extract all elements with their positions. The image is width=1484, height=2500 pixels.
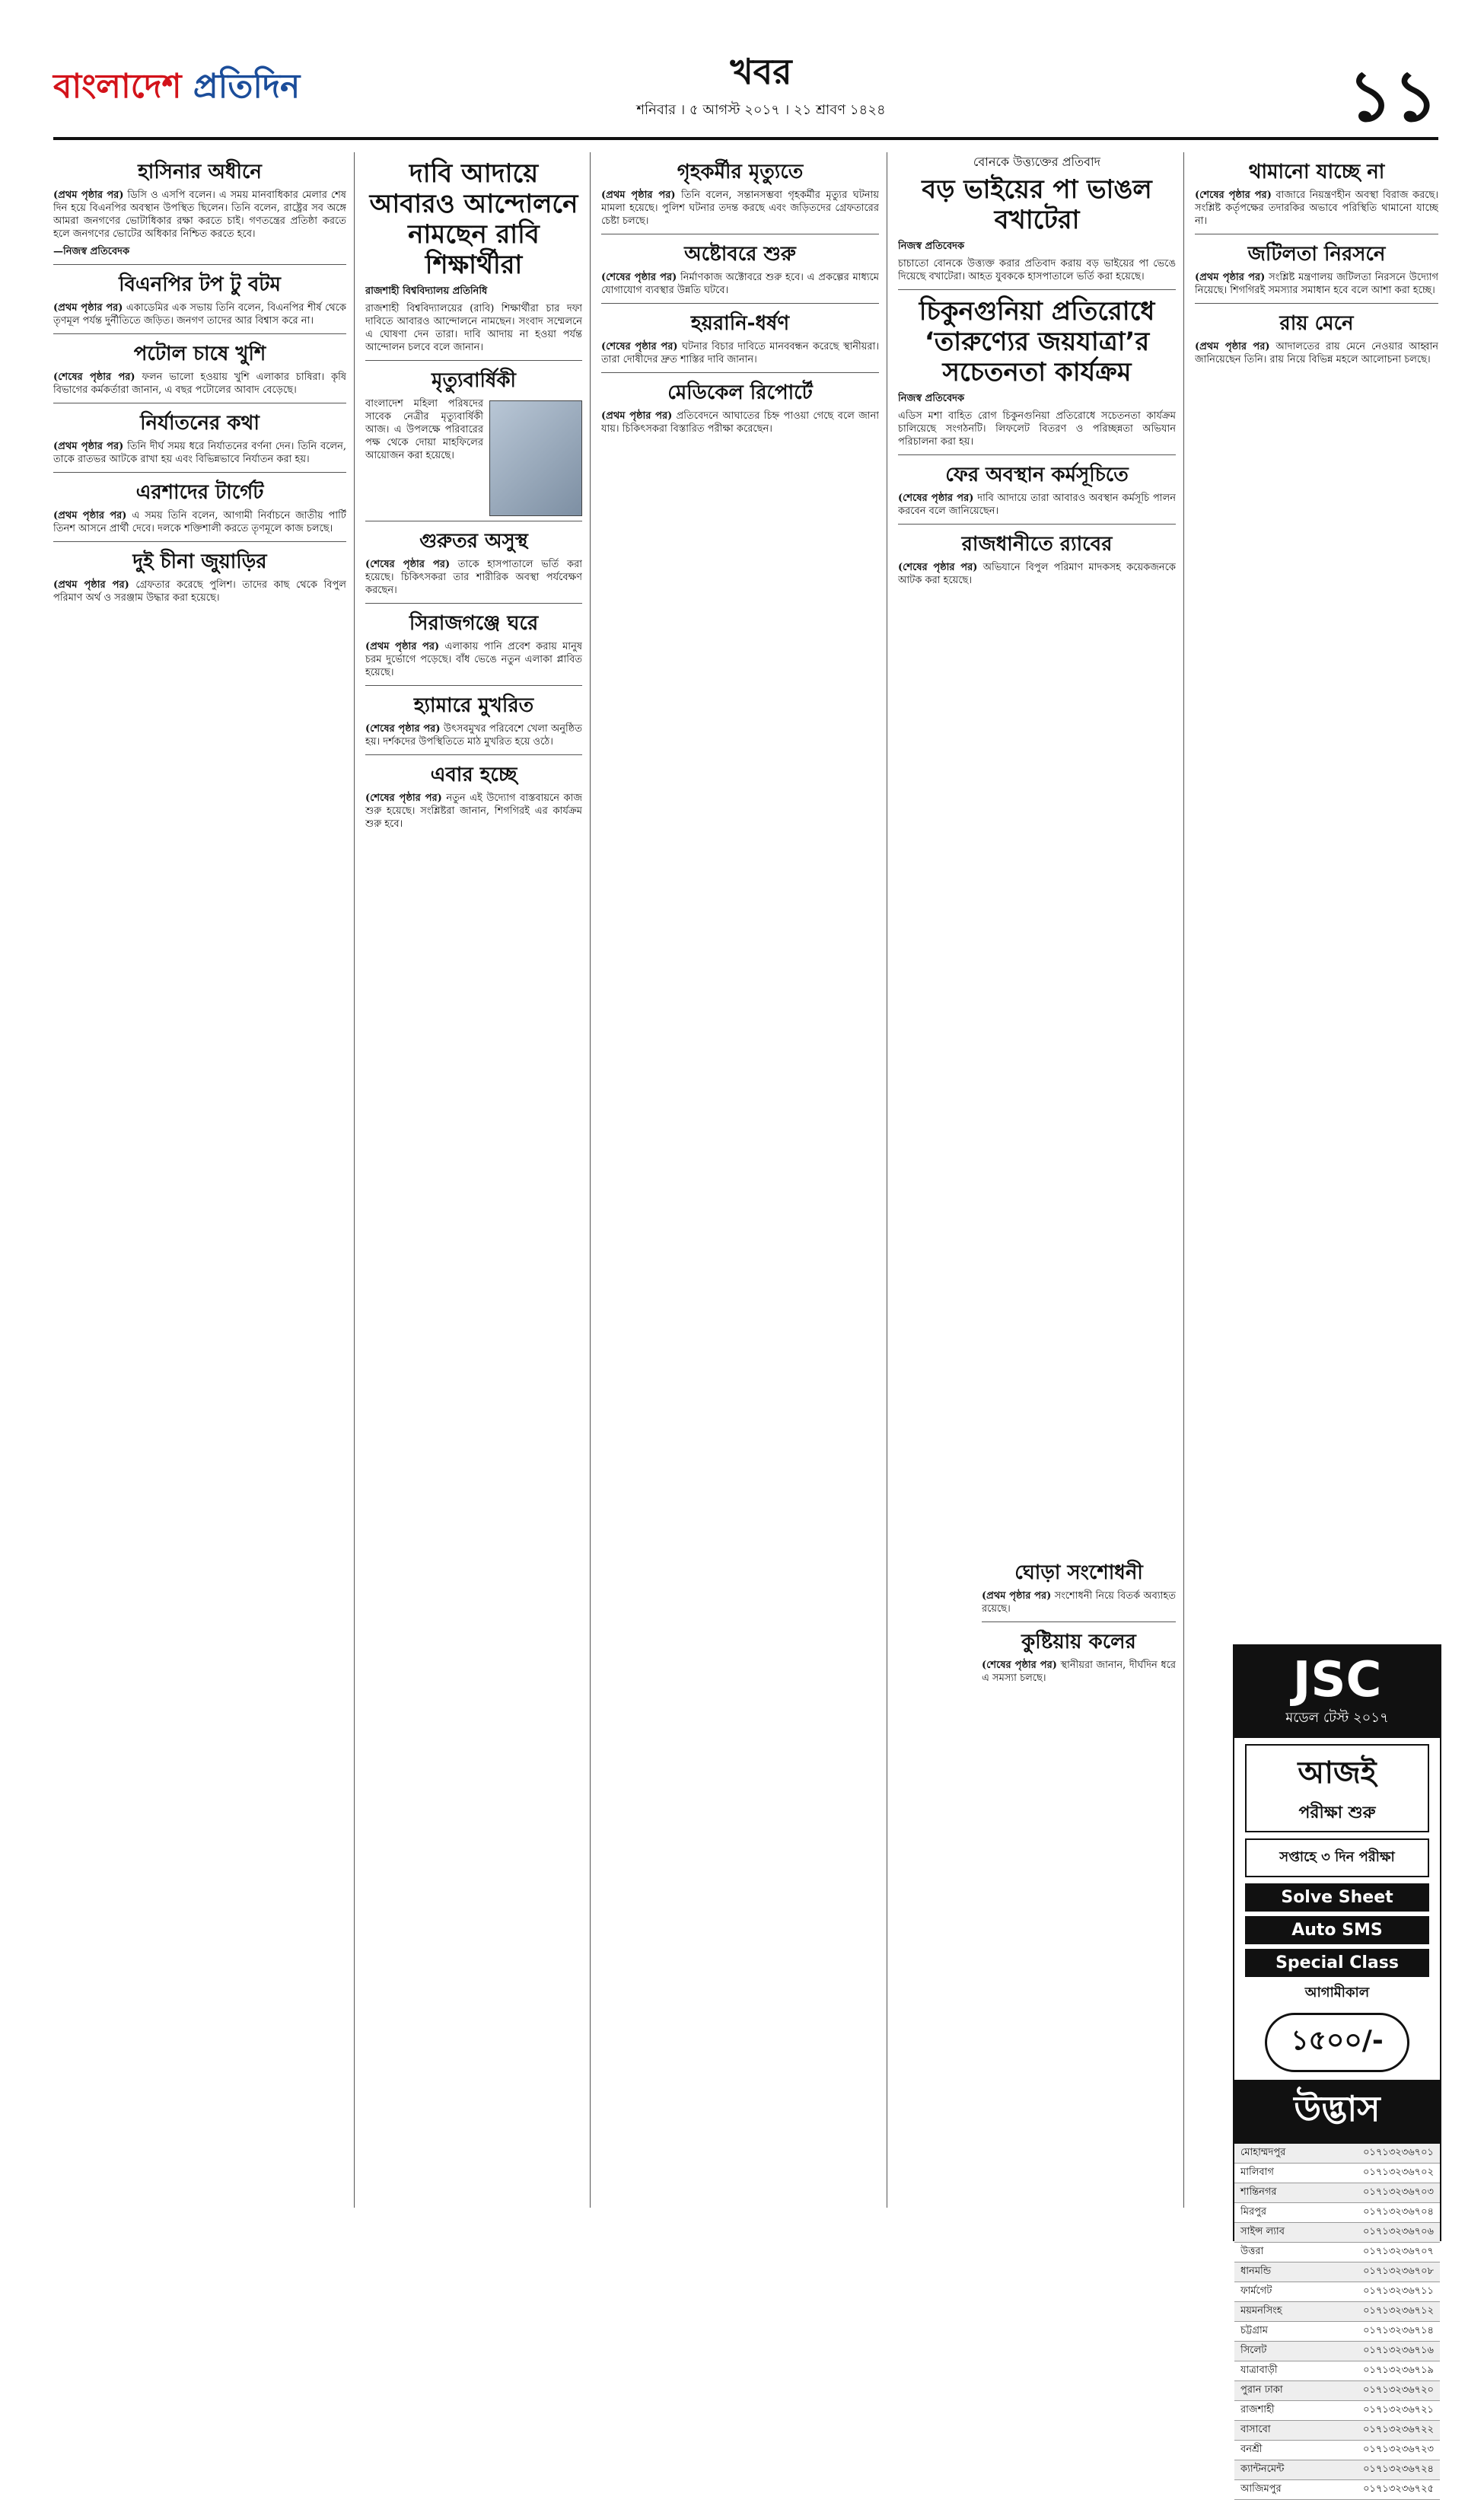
- article-ershad: [53, 480, 346, 535]
- headline[interactable]: এরশাদের টার্গেট: [135, 481, 264, 504]
- ad-branch-row: [1234, 2480, 1440, 2500]
- branch-phone: ০১৭১৩২৩৬৭০৬: [1363, 2226, 1434, 2237]
- logo-part-1: বাংলাদেশ: [53, 67, 193, 106]
- article-body: চাচাতো বোনকে উত্ত্যক্ত করার প্রতিবাদ করায় বড় ভাইয়ের পা ভেঙে দিয়েছে বখাটেরা। আহত যুবককে হাসপাতালে ভর্তি করা হয়েছে।: [898, 258, 1176, 282]
- branch-name: সিলেট: [1240, 2345, 1267, 2356]
- headline[interactable]: বড় ভাইয়ের পা ভাঙল বখাটেরা: [922, 174, 1152, 235]
- branch-name: ময়মনসিংহ: [1240, 2305, 1282, 2317]
- continuation-tag: (প্রথম পৃষ্ঠার পর): [365, 641, 440, 652]
- column-3: [601, 152, 879, 2223]
- article-body: ঘটনার বিচার দাবিতে মানববন্ধন করেছে স্থানীয়রা। তারা দোষীদের দ্রুত শাস্তির দাবি জানান।: [601, 341, 879, 365]
- branch-phone: ০১৭১৩২৩৬৭১২: [1363, 2305, 1434, 2317]
- article-complexity: [1195, 242, 1438, 297]
- ad-branch-row: [1234, 2302, 1440, 2322]
- article-body: উৎসবমুখর পরিবেশে খেলা অনুষ্ঠিত হয়। দর্শকদের উপস্থিতিতে মাঠ মুখরিত হয়ে ওঠে।: [365, 723, 582, 748]
- continuation-tag: (শেষের পৃষ্ঠার পর): [601, 272, 677, 283]
- article-october: [601, 242, 879, 297]
- article-body: আদালতের রায় মেনে নেওয়ার আহ্বান জানিয়েছেন তিনি। রায় নিয়ে বিভিন্ন মহলে আলোচনা চলছে।: [1195, 341, 1438, 365]
- masthead: [53, 46, 1438, 137]
- headline[interactable]: থামানো যাচ্ছে না: [1248, 161, 1385, 183]
- article-hammer: [365, 694, 582, 748]
- branch-name: ফার্মগেট: [1240, 2285, 1272, 2297]
- ad-brand: উদ্ভাস: [1234, 2080, 1440, 2144]
- branch-phone: ০১৭১৩২৩৬৭০২: [1363, 2167, 1434, 2178]
- ad-branch-row: [1234, 2282, 1440, 2302]
- headline[interactable]: রাজধানীতে র‍্যাবের: [961, 533, 1113, 556]
- branch-phone: ০১৭১৩২৩৬৭২২: [1363, 2424, 1434, 2435]
- branch-name: শান্তিনগর: [1240, 2186, 1277, 2198]
- ad-price: ১৫০০/-: [1265, 2013, 1409, 2072]
- article-chinese-gamblers: [53, 550, 346, 604]
- continuation-tag: (প্রথম পৃষ্ঠার পর): [1195, 341, 1270, 352]
- branch-name: যাত্রাবাড়ী: [1240, 2364, 1278, 2376]
- ad-branch-row: [1234, 2223, 1440, 2243]
- ad-header: [1234, 1646, 1440, 1738]
- branch-phone: ০১৭১৩২৩৬৭২৪: [1363, 2463, 1434, 2475]
- article-body: সংশ্লিষ্ট মন্ত্রণালয় জটিলতা নিরসনে উদ্যোগ নিয়েছে। শিগগিরই সমস্যার সমাধান হবে বলে আশা করা হচ্ছে।: [1195, 272, 1438, 296]
- article-harassment: [601, 311, 879, 366]
- article-body: রাজশাহী বিশ্ববিদ্যালয়ের (রাবি) শিক্ষার্থীরা চার দফা দাবিতে আবারও আন্দোলনে নামছেন। সংবাদ সম্মেলনে এ ঘোষণা দেন তারা। দাবি আদায় না হওয়া পর্যন্ত আন্দোলন চলবে বলে জানান।: [365, 303, 582, 353]
- ad-feature-solve-sheet: Solve Sheet: [1245, 1883, 1429, 1912]
- article-body: স্থানীয়রা জানান, দীর্ঘদিন ধরে এ সমস্যা চলছে।: [982, 1660, 1176, 1684]
- branch-phone: ০১৭১৩২৩৬৭২৩: [1363, 2444, 1434, 2455]
- ad-headline-2: পরীক্ষা শুরু: [1298, 1803, 1376, 1822]
- continuation-tag: (শেষের পৃষ্ঠার পর): [898, 493, 974, 504]
- headline[interactable]: হাসিনার অধীনে: [138, 161, 262, 183]
- article-amendment: [982, 1561, 1176, 1615]
- branch-phone: ০১৭১৩২৩৬৭০৮: [1363, 2266, 1434, 2277]
- continuation-tag: (প্রথম পৃষ্ঠার পর): [1195, 272, 1266, 283]
- article-this-time: [365, 763, 582, 831]
- ad-branch-list: [1234, 2144, 1440, 2500]
- ad-branch-row: [1234, 2183, 1440, 2203]
- continuation-tag: (শেষের পৃষ্ঠার পর): [365, 559, 451, 570]
- article-sit-in: [898, 463, 1176, 518]
- branch-name: বনশ্রী: [1240, 2444, 1263, 2455]
- column-divider: [590, 152, 591, 2208]
- continuation-tag: (প্রথম পৃষ্ঠার পর): [53, 190, 124, 201]
- article-rabi-students: [365, 158, 582, 354]
- branch-phone: ০১৭১৩২৩৬৭২১: [1363, 2404, 1434, 2415]
- article-housemaid: [601, 160, 879, 228]
- column-2: [365, 152, 582, 2223]
- ad-branch-row: [1234, 2421, 1440, 2441]
- ad-branch-row: [1234, 2361, 1440, 2381]
- branch-phone: ০১৭১৩২৩৬৭০৩: [1363, 2186, 1434, 2198]
- article-body: অভিযানে বিপুল পরিমাণ মাদকসহ কয়েকজনকে আটক করা হয়েছে।: [898, 562, 1176, 586]
- headline[interactable]: নির্যাতনের কথা: [140, 412, 260, 435]
- portrait-photo: [489, 400, 582, 516]
- ad-brand-top: JSC: [1292, 1652, 1382, 1708]
- article-verdict: [1195, 311, 1438, 366]
- advertisement-udvash[interactable]: [1233, 1644, 1441, 2495]
- page-number: ১১: [1347, 56, 1438, 137]
- article-body: প্রতিবেদনে আঘাতের চিহ্ন পাওয়া গেছে বলে জানা যায়। চিকিৎসকরা বিস্তারিত পরীক্ষা করেছেন।: [601, 410, 879, 435]
- ad-branch-row: [1234, 2203, 1440, 2223]
- branch-phone: ০১৭১৩২৩৬৭২৫: [1363, 2483, 1434, 2495]
- headline[interactable]: রায় মেনে: [1279, 312, 1354, 335]
- headline[interactable]: অষ্টোবরে শুরু: [684, 243, 796, 266]
- article-body: গ্রেফতার করেছে পুলিশ। তাদের কাছ থেকে বিপুল পরিমাণ অর্থ ও সরঞ্জাম উদ্ধার করা হয়েছে।: [53, 579, 346, 604]
- ad-branch-row: [1234, 2243, 1440, 2262]
- branch-name: পুরান ঢাকা: [1240, 2384, 1283, 2396]
- branch-phone: ০১৭১৩২৩৬৭০১: [1363, 2147, 1434, 2158]
- article-hasina: [53, 160, 346, 258]
- ad-branch-row: [1234, 2441, 1440, 2460]
- ad-branch-row: [1234, 2381, 1440, 2401]
- ad-branch-row: [1234, 2342, 1440, 2361]
- ad-branch-row: [1234, 2401, 1440, 2421]
- continuation-tag: (প্রথম পৃষ্ঠার পর): [53, 441, 124, 452]
- branch-name: উত্তরা: [1240, 2246, 1264, 2257]
- ad-branch-row: [1234, 2164, 1440, 2183]
- article-potol: [53, 342, 346, 397]
- headline[interactable]: কুষ্টিয়ায় কলের: [1021, 1631, 1136, 1653]
- continuation-tag: (প্রথম পৃষ্ঠার পর): [601, 410, 673, 422]
- column-divider: [1183, 152, 1184, 2208]
- article-body: নতুন এই উদ্যোগ বাস্তবায়নে কাজ শুরু হয়েছে। সংশ্লিষ্টরা জানান, শিগগিরই এর কার্যক্রম শুরু হবে।: [365, 792, 582, 830]
- article-body: বাংলাদেশ মহিলা পরিষদের সাবেক নেত্রীর মৃত্যুবার্ষিকী আজ। এ উপলক্ষে পরিবারের পক্ষ থেকে দোয়া মাহফিলের আয়োজন করা হয়েছে।: [365, 398, 483, 461]
- ad-tagline: মডেল টেস্ট ২০১৭: [1285, 1710, 1389, 1726]
- column-1: [53, 152, 346, 2223]
- article-body: বাজারে নিয়ন্ত্রণহীন অবস্থা বিরাজ করছে। সংশ্লিষ্ট কর্তৃপক্ষের তদারকির অভাবে পরিস্থিতি থামানো যাচ্ছে না।: [1195, 190, 1438, 227]
- continuation-tag: (প্রথম পৃষ্ঠার পর): [601, 190, 676, 201]
- continuation-tag: (প্রথম পৃষ্ঠার পর): [53, 510, 127, 521]
- branch-phone: ০১৭১৩২৩৬৭২০: [1363, 2384, 1434, 2396]
- headline[interactable]: পটোল চাষে খুশি: [133, 343, 266, 365]
- branch-phone: ০১৭১৩২৩৬৭০৪: [1363, 2206, 1434, 2218]
- headline[interactable]: হয়রানি-ধর্ষণ: [690, 312, 790, 335]
- ad-branch-row: [1234, 2460, 1440, 2480]
- article-body: এডিস মশা বাহিত রোগ চিকুনগুনিয়া প্রতিরোধে সচেতনতা কার্যক্রম চালিয়েছে সংগঠনটি। লিফলেট বিতরণ ও পরিচ্ছন্নতা অভিযান পরিচালনা করা হয়।: [898, 410, 1176, 448]
- branch-name: চট্টগ্রাম: [1240, 2325, 1268, 2336]
- article-rab: [898, 532, 1176, 587]
- article-body: একাডেমির এক সভায় তিনি বলেন, বিএনপির শীর্ষ থেকে তৃণমূল পর্যন্ত দুর্নীতিতে জড়িত। জনগণ তাদের আর বিশ্বাস করে না।: [53, 302, 346, 327]
- headline[interactable]: দাবি আদায়ে আবারও আন্দোলনে নামছেন রাবি শিক্ষার্থীরা: [369, 158, 578, 280]
- headline[interactable]: ঘোড়া সংশোধনী: [1014, 1561, 1143, 1584]
- article-sirajganj: [365, 611, 582, 679]
- ad-price-label: আগামীকাল: [1304, 1985, 1370, 2001]
- branch-name: ক্যান্টনমেন্ট: [1240, 2463, 1285, 2475]
- headline[interactable]: বিএনপির টপ টু বটম: [119, 273, 281, 296]
- article-body: ডিসি ও এসপি বলেন। এ সময় মানবাধিকার মেলার শেষ দিন হয়ে বিএনপির অবস্থান উপস্থিত ছিলেন। তিনি বলেন, রাষ্ট্রের সব অঙ্গে আমরা জনগণের ভোটাধিকার রক্ষা করতে চাই। গণতন্ত্রের প্রতিষ্ঠা করতে হলে জনগণের ভোটের অধিকার নিশ্চিত করতে হবে।: [53, 190, 346, 240]
- column-5-lower: [982, 1553, 1176, 1781]
- headline[interactable]: চিকুনগুনিয়া প্রতিরোধে ‘তারুণ্যের জয়যাত্রা’র সচেতনতা কার্যক্রম: [919, 296, 1155, 387]
- branch-phone: ০১৭১৩২৩৬৭১৬: [1363, 2345, 1434, 2356]
- article-body: তাকে হাসপাতালে ভর্তি করা হয়েছে। চিকিৎসকরা তার শারীরিক অবস্থা পর্যবেক্ষণ করছেন।: [365, 559, 582, 596]
- article-body: ফলন ভালো হওয়ায় খুশি এলাকার চাষিরা। কৃষি বিভাগের কর্মকর্তারা জানান, এ বছর পটোলের আবাদ বেড়েছে।: [53, 371, 346, 396]
- newspaper-logo: [53, 61, 300, 116]
- continuation-tag: (শেষের পৃষ্ঠার পর): [53, 371, 135, 383]
- logo-part-2: প্রতিদিন: [193, 67, 301, 106]
- headline[interactable]: মেডিকেল রিপোর্টে: [667, 381, 813, 404]
- branch-phone: ০১৭১৩২৩৬৭১৪: [1363, 2325, 1434, 2336]
- article-medical-report: [601, 381, 879, 435]
- continuation-tag: (প্রথম পৃষ্ঠার পর): [53, 302, 123, 314]
- branch-phone: ০১৭১৩২৩৬৭০৭: [1363, 2246, 1434, 2257]
- headline[interactable]: মৃত্যুবার্ষিকী: [432, 369, 516, 392]
- headline[interactable]: গৃহকর্মীর মৃত্যুতে: [677, 161, 804, 183]
- article-body: নির্মাণকাজ অক্টোবরে শুরু হবে। এ প্রকল্পের মাধ্যমে যোগাযোগ ব্যবস্থার উন্নতি ঘটবে।: [601, 272, 879, 296]
- byline: রাজশাহী বিশ্ববিদ্যালয় প্রতিনিধি: [365, 285, 488, 297]
- branch-name: মালিবাগ: [1240, 2167, 1274, 2178]
- branch-phone: ০১৭১৩২৩৬৭১১: [1363, 2285, 1434, 2297]
- headline[interactable]: সিরাজগঞ্জে ঘরে: [409, 612, 539, 635]
- headline[interactable]: এবার হচ্ছে: [430, 764, 517, 786]
- branch-name: সাইন্স ল্যাব: [1240, 2226, 1285, 2237]
- article-brother-leg: [898, 155, 1176, 283]
- continuation-tag: (শেষের পৃষ্ঠার পর): [365, 792, 442, 804]
- branch-name: ধানমন্ডি: [1240, 2266, 1272, 2277]
- headline[interactable]: জটিলতা নিরসনে: [1247, 243, 1386, 266]
- ad-schedule: সপ্তাহে ৩ দিন পরীক্ষা: [1245, 1838, 1429, 1877]
- ad-feature-special-class: Special Class: [1245, 1949, 1429, 1977]
- continuation-tag: (শেষের পৃষ্ঠার পর): [365, 723, 441, 735]
- ad-headline-1: আজই: [1298, 1755, 1377, 1790]
- branch-name: বাসাবো: [1240, 2424, 1271, 2435]
- byline: নিজস্ব প্রতিবেদক: [898, 393, 965, 404]
- article-seriously-ill: [365, 529, 582, 597]
- column-4: [898, 152, 1176, 2223]
- ad-branch-row: [1234, 2144, 1440, 2164]
- headline[interactable]: হ্যামারে মুখরিত: [413, 694, 534, 717]
- ad-feature-auto-sms: Auto SMS: [1245, 1916, 1429, 1944]
- article-unstoppable: [1195, 160, 1438, 228]
- branch-name: মোহাম্মদপুর: [1240, 2147, 1286, 2158]
- continuation-tag: (শেষের পৃষ্ঠার পর): [601, 341, 678, 352]
- ad-branch-row: [1234, 2322, 1440, 2342]
- column-divider: [354, 152, 355, 2208]
- article-torture: [53, 411, 346, 466]
- section-title: খবর: [730, 51, 792, 92]
- ad-branch-row: [1234, 2262, 1440, 2282]
- column-5: [1195, 152, 1438, 1637]
- headline[interactable]: গুরুতর অসুস্থ: [419, 530, 528, 553]
- article-body: তিনি বলেন, সন্তানসম্ভবা গৃহকর্মীর মৃত্যুর ঘটনায় মামলা হয়েছে। পুলিশ ঘটনার তদন্ত করছে এবং জড়িতদের গ্রেফতারের চেষ্টা চলছে।: [601, 190, 879, 227]
- continuation-tag: (শেষের পৃষ্ঠার পর): [982, 1660, 1057, 1671]
- kicker: বোনকে উত্ত্যক্তের প্রতিবাদ: [973, 155, 1101, 169]
- article-body: তিনি দীর্ঘ সময় ধরে নির্যাতনের বর্ণনা দেন। তিনি বলেন, তাকে রাতভর আটকে রাখা হয় এবং বিভিন্নভাবে নির্যাতন করা হয়।: [53, 441, 346, 465]
- article-body: দাবি আদায়ে তারা আবারও অবস্থান কর্মসূচি পালন করবেন বলে জানিয়েছেন।: [898, 493, 1176, 517]
- article-kushtia: [982, 1630, 1176, 1685]
- signature: —নিজস্ব প্রতিবেদক: [53, 246, 130, 257]
- branch-name: আজিমপুর: [1240, 2483, 1282, 2495]
- ad-headline: [1245, 1744, 1429, 1832]
- branch-phone: ০১৭১৩২৩৬৭১৯: [1363, 2364, 1434, 2376]
- continuation-tag: (শেষের পৃষ্ঠার পর): [898, 562, 978, 573]
- article-death-anniversary: [365, 368, 582, 462]
- article-body: এ সময় তিনি বলেন, আগামী নির্বাচনে জাতীয় পার্টি তিনশ আসনে প্রার্থী দেবে। দলকে শক্তিশালী করতে তৃণমূলে কাজ চলছে।: [53, 510, 346, 534]
- branch-name: মিরপুর: [1240, 2206, 1267, 2218]
- article-body: সংশোধনী নিয়ে বিতর্ক অব্যাহত রয়েছে।: [982, 1590, 1176, 1615]
- headline[interactable]: ফের অবস্থান কর্মসূচিতে: [945, 464, 1129, 486]
- masthead-rule: [53, 137, 1438, 140]
- continuation-tag: (শেষের পৃষ্ঠার পর): [1195, 190, 1272, 201]
- continuation-tag: (প্রথম পৃষ্ঠার পর): [982, 1590, 1052, 1602]
- article-bnp: [53, 273, 346, 327]
- byline: নিজস্ব প্রতিবেদক: [898, 241, 965, 252]
- branch-name: রাজশাহী: [1240, 2404, 1275, 2415]
- article-chikungunya: [898, 296, 1176, 448]
- article-body: এলাকায় পানি প্রবেশ করায় মানুষ চরম দুর্ভোগে পড়েছে। বাঁধ ভেঙে নতুন এলাকা প্লাবিত হয়েছে।: [365, 641, 582, 678]
- dateline: শনিবার । ৫ আগস্ট ২০১৭ । ২১ শ্রাবণ ১৪২৪: [636, 102, 886, 118]
- headline[interactable]: দুই চীনা জুয়াড়ির: [132, 550, 267, 573]
- continuation-tag: (প্রথম পৃষ্ঠার পর): [53, 579, 129, 591]
